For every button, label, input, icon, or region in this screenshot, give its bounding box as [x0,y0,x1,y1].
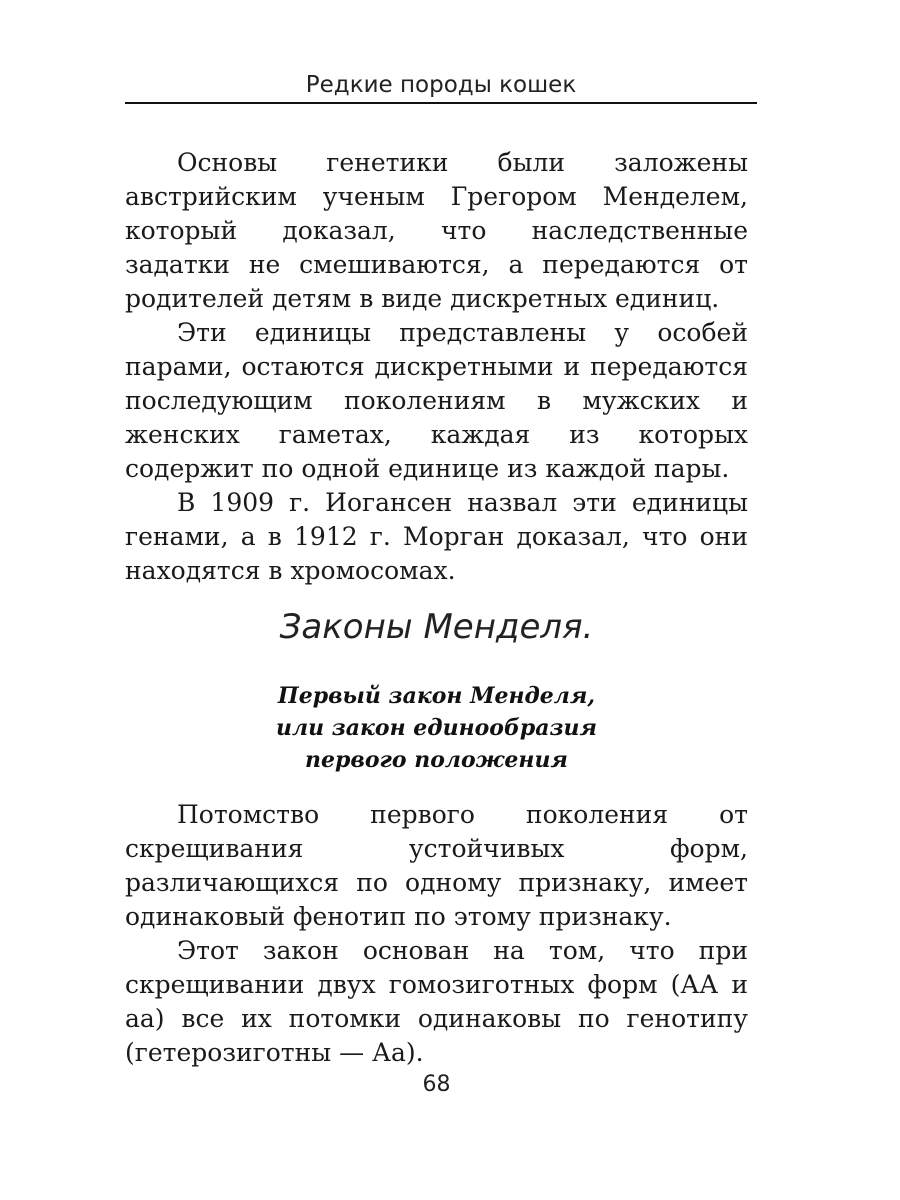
subsection-title [125,680,748,776]
subsection-title-line: первого положения [305,747,568,773]
header-rule [125,102,757,104]
intro-text [125,146,748,588]
paragraph: В 1909 г. Иогансен назвал эти единицы генами, а в 1912 г. Морган доказал, что они находятся в хромосомах. [125,488,748,585]
paragraph: Основы генетики были заложены австрийским ученым Грегором Менделем, который доказал, что наследственные задатки не смешиваются, а передаются от родителей детям в виде дискретных единиц. [125,148,748,313]
paragraph: Эти единицы представлены у особей парами, остаются дискретными и передаются последующим поколениям в мужских и женских гаметах, каждая из которых содержит по одной единице из каждой пары. [125,318,748,483]
subsection-title-line: Первый закон Менделя, [277,683,596,709]
page-number: 68 [422,1072,451,1097]
paragraph: Этот закон основан на том, что при скрещивании двух гомозиготных форм (АА и аа) все их потомки одинаковы по генотипу (гетерозиготны — Аа). [125,936,748,1067]
subsection-title-line: или закон единообразия [275,715,598,741]
section-title: Законы Менделя. [279,607,594,647]
law-text [125,798,748,1070]
running-header: Редкие породы кошек [305,72,577,98]
paragraph: Потомство первого поколения от скрещивания устойчивых форм, различающихся по одному признаку, имеет одинаковый фенотип по этому признаку. [125,800,748,931]
